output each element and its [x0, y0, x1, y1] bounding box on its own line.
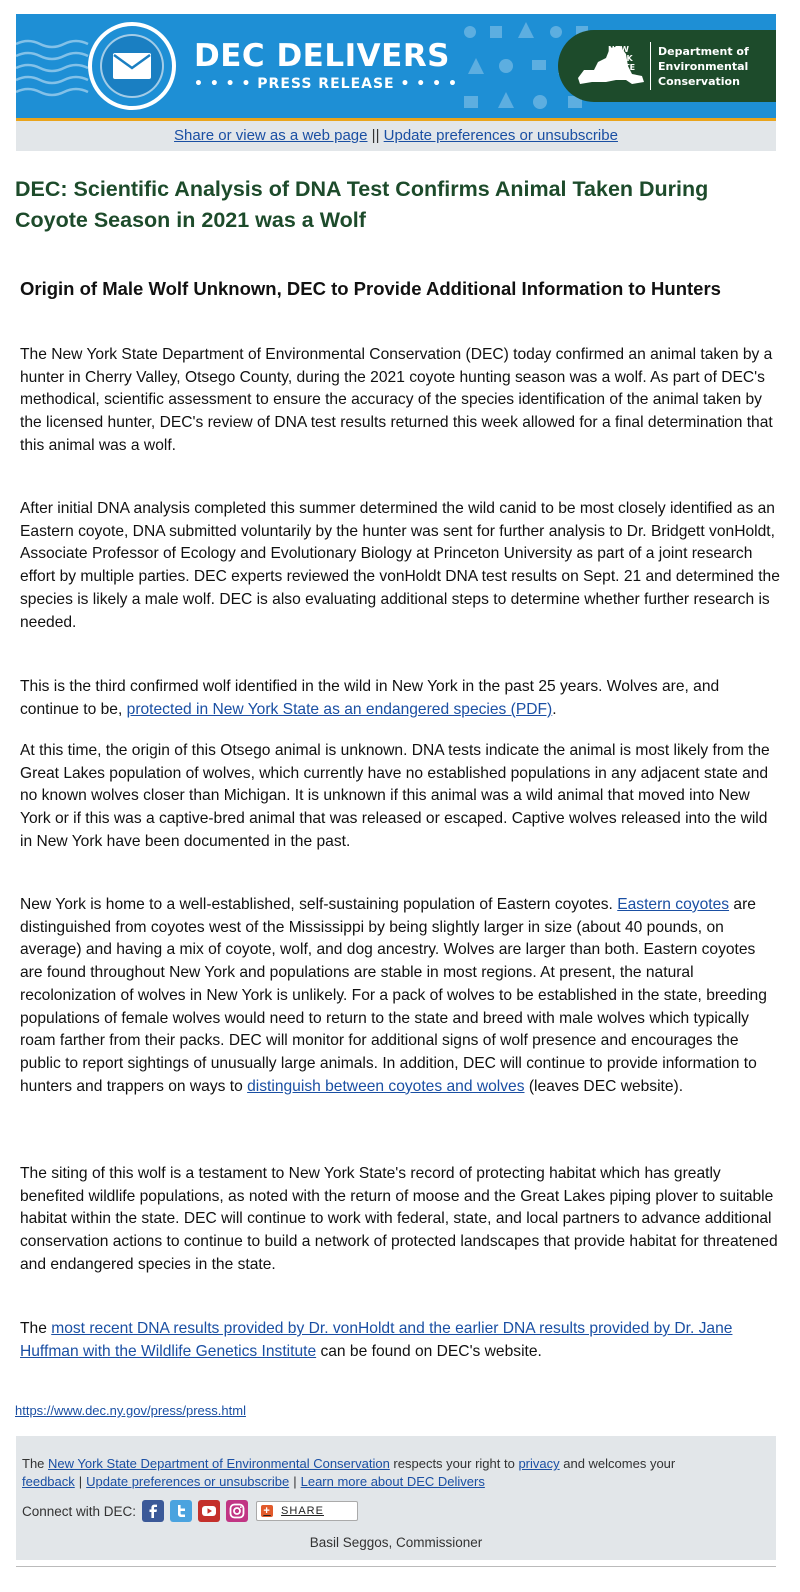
banner-subtitle: • • • • PRESS RELEASE • • • • [194, 76, 458, 92]
plus-icon: + [261, 1505, 273, 1517]
paragraph-7: The most recent DNA results provided by Dr. vonHoldt and the earlier DNA results provided by Dr. Jane Huffman with the Wildlife Genetics Institute can be found on DEC's website. [20, 1320, 733, 1360]
commissioner-name: Basil Seggos, Commissioner [309, 1535, 483, 1550]
distinguish-coyotes-wolves-link[interactable]: distinguish between coyotes and wolves [247, 1077, 525, 1095]
youtube-icon[interactable] [198, 1500, 220, 1522]
envelope-icon [112, 52, 152, 80]
feedback-link[interactable]: feedback [22, 1473, 75, 1489]
dna-results-link[interactable]: most recent DNA results provided by Dr. vonHoldt and the earlier DNA results provided by Dr. Jane Huffman with the Wildlife Genetics Institute [20, 1320, 733, 1360]
paragraph-3: This is the third confirmed wolf identified in the wild in New York in the past 25 years. Wolves are, and continue to be, protected in New York State as an endangered species (PDF). [20, 678, 720, 718]
bottom-divider [16, 1566, 776, 1567]
dec-delivers-banner [16, 14, 776, 120]
eastern-coyotes-link[interactable]: Eastern coyotes [617, 896, 730, 913]
department-name: Department of Environmental Conservation [658, 45, 749, 88]
logo-divider [650, 42, 651, 90]
update-preferences-link[interactable]: Update preferences or unsubscribe [383, 127, 618, 144]
paragraph-5: New York is home to a well-established, self-sustaining population of Eastern coyotes. Eastern coyotes are distinguished from coyotes west of the Mississippi by being slightly larger in size (about 40 pounds, on average) and having a mix of coyote, wolf, and dog ancestry. Wolves are larger than both. Eastern coyotes are found throughout New York and populations are stable in most regions. At present, the natural recolonization of wolves in New York is unlikely. For a pack of wolves to be established in the state, breeding populations of female wolves would need to return to the state and breed with male wolves which typically roam farther from their packs. DEC will monitor for additional signs of wolf presence and encourages the public to report sightings of unusually large animals. In addition, DEC will continue to provide information to hunters and trappers on ways to distinguish between coyotes and wolves (leaves DEC website). [20, 896, 767, 1095]
twitter-icon[interactable] [170, 1500, 192, 1522]
share-button-label: SHARE [281, 1505, 324, 1517]
footer-update-preferences-link[interactable]: Update preferences or unsubscribe [86, 1473, 290, 1489]
press-release-title: DEC: Scientific Analysis of DNA Test Confirms Animal Taken During Coyote Season in 2021 was a Wolf [15, 177, 709, 232]
email-footer [16, 1436, 776, 1560]
link-separator: || [371, 127, 380, 144]
nys-wordmark: NEW YORK STATE [608, 45, 636, 72]
social-connect-row [22, 1498, 358, 1524]
privacy-link[interactable]: privacy [518, 1456, 560, 1471]
press-release-url-link[interactable]: https://www.dec.ny.gov/press/press.html [15, 1403, 246, 1418]
nys-dec-logo [558, 30, 776, 102]
facebook-icon[interactable] [142, 1500, 164, 1522]
share-web-page-link[interactable]: Share or view as a web page [174, 127, 368, 144]
footer-statement: The New York State Department of Environmental Conservation respects your right to privacy and welcomes your feedback | Update preferences or unsubscribe | Learn more about DEC Delivers [22, 1456, 676, 1489]
share-button[interactable] [256, 1501, 358, 1521]
paragraph-1: The New York State Department of Environmental Conservation (DEC) today confirmed an animal taken by a hunter in Cherry Valley, Otsego County, during the 2021 coyote hunting season was a wolf. As part of DEC's methodical, scientific assessment to ensure the accuracy of the species identification of the animal taken by the licensed hunter, DEC's review of DNA test results returned this week allowed for a final determination that this animal was a wolf. [20, 346, 773, 454]
top-links-bar [16, 121, 776, 151]
connect-label: Connect with DEC: [22, 1503, 137, 1519]
endangered-species-pdf-link[interactable]: protected in New York State as an endangered species (PDF) [126, 700, 553, 718]
dec-home-link[interactable]: New York State Department of Environmental Conservation [48, 1456, 390, 1471]
banner-title: DEC DELIVERS [194, 38, 451, 74]
learn-more-link[interactable]: Learn more about DEC Delivers [300, 1473, 485, 1489]
footer-separator: | [78, 1473, 83, 1489]
paragraph-2: After initial DNA analysis completed this summer determined the wild canid to be most closely identified as an Eastern coyote, DNA submitted voluntarily by the hunter was sent for further analysis to Dr. Bridgett vonHoldt, Associate Professor of Ecology and Evolutionary Biology at Princeton University as part of a joint research effort by multiple parties. DEC experts reviewed the vonHoldt DNA test results on Sept. 21 and determined the species is likely a male wolf. DEC is also evaluating additional steps to determine whether further research is needed. [20, 500, 780, 631]
envelope-stamp [88, 22, 176, 110]
paragraph-6: The siting of this wolf is a testament to New York State's record of protecting habitat which has greatly benefited wildlife populations, as noted with the return of moose and the Great Lakes piping plover to suitable habitat within the state. DEC will continue to work with federal, state, and local partners to advance additional conservation actions to continue to build a network of protected landscapes that provide habitat for threatened and endangered species in the state. [20, 1165, 778, 1273]
instagram-icon[interactable] [226, 1500, 248, 1522]
footer-separator: | [293, 1473, 297, 1489]
paragraph-4: At this time, the origin of this Otsego animal is unknown. DNA tests indicate the animal is most likely from the Great Lakes population of wolves, which currently have no established populations in any adjacent state and no known wolves closer than Michigan. It is unknown if this animal was a wild animal that moved into New York or if this was a captive-bred animal that was released or escaped. Captive wolves released into the wild in New York have been documented in the past. [20, 742, 770, 850]
press-release-subtitle: Origin of Male Wolf Unknown, DEC to Provide Additional Information to Hunters [20, 278, 721, 299]
